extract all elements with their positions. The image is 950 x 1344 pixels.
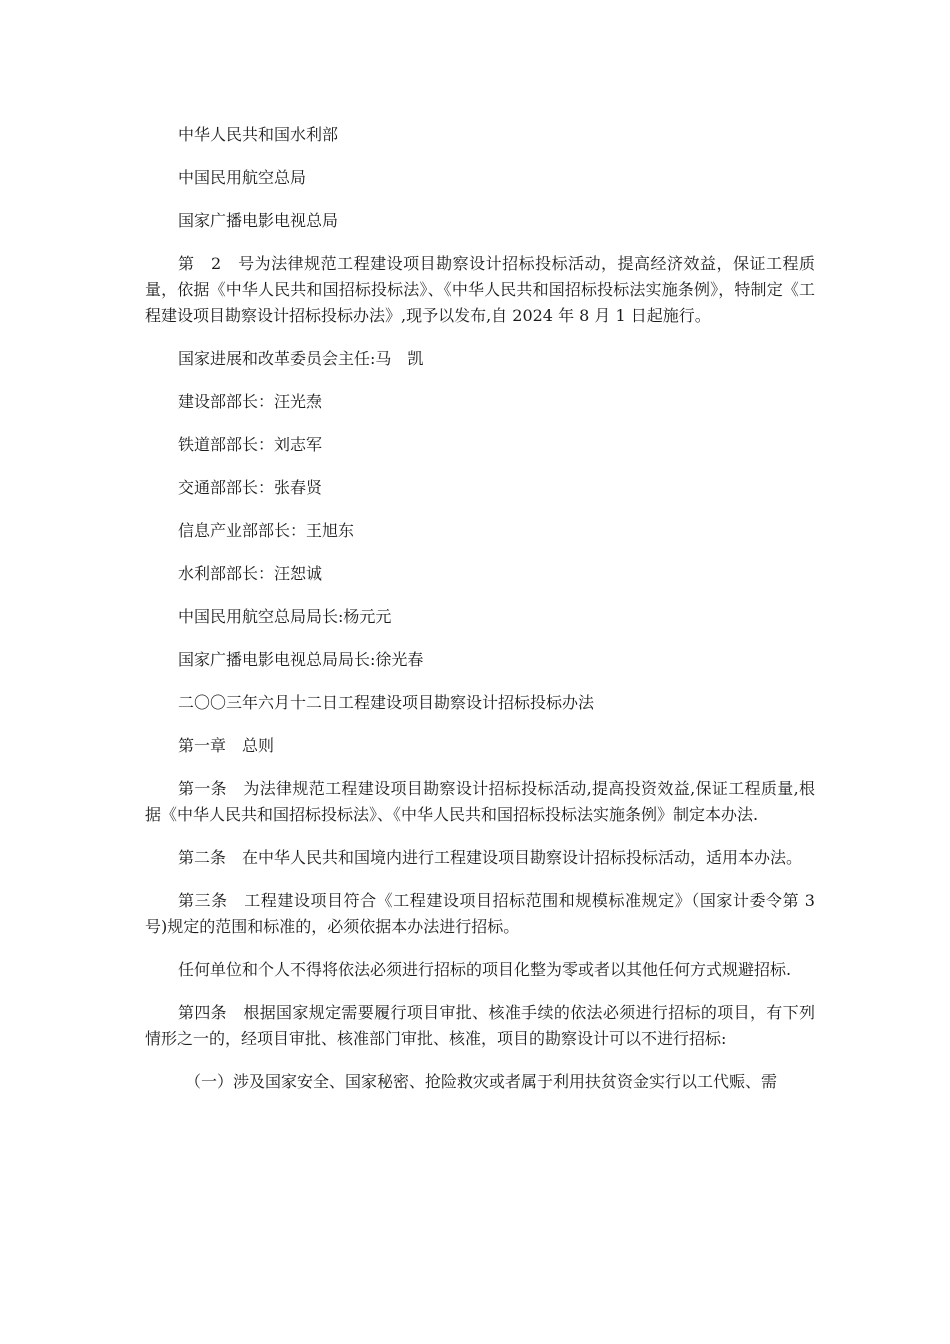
signatory-broadcasting: 国家广播电影电视总局局长:徐光春 <box>178 650 424 669</box>
article-4: 第四条 根据国家规定需要履行项目审批、核准手续的依法必须进行招标的项目，有下列情形之一的，经项目审批、核准部门审批、核准，项目的勘察设计可以不进行招标: <box>145 1003 815 1048</box>
signatory-water: 水利部部长：汪恕诚 <box>178 564 323 583</box>
signatory-transport: 交通部部长：张春贤 <box>178 478 323 497</box>
chapter-heading: 第一章 总则 <box>178 736 275 755</box>
issuer-water-ministry: 中华人民共和国水利部 <box>178 125 339 144</box>
article-4-item-1: （一）涉及国家安全、国家秘密、抢险救灾或者属于利用扶贫资金实行以工代赈、需 <box>185 1072 778 1091</box>
issuer-civil-aviation: 中国民用航空总局 <box>178 168 307 187</box>
signatory-civil-aviation: 中国民用航空总局局长:杨元元 <box>178 607 392 626</box>
signatory-construction: 建设部部长：汪光焘 <box>178 392 323 411</box>
date-and-title: 二〇〇三年六月十二日工程建设项目勘察设计招标投标办法 <box>178 693 595 712</box>
article-3-clause: 任何单位和个人不得将依法必须进行招标的项目化整为零或者以其他任何方式规避招标. <box>178 960 792 979</box>
signatory-ndrc: 国家进展和改革委员会主任:马 凯 <box>178 349 424 368</box>
signatory-railway: 铁道部部长：刘志军 <box>178 435 323 454</box>
issuer-broadcasting: 国家广播电影电视总局 <box>178 211 339 230</box>
article-1: 第一条 为法律规范工程建设项目勘察设计招标投标活动,提高投资效益,保证工程质量,根据《中华人民共和国招标投标法》、《中华人民共和国招标投标法实施条例》制定本办法. <box>145 779 815 824</box>
article-2: 第二条 在中华人民共和国境内进行工程建设项目勘察设计招标投标活动，适用本办法。 <box>178 848 803 867</box>
signatory-information-industry: 信息产业部部长：王旭东 <box>178 521 355 540</box>
decree-announcement: 第 2 号为法律规范工程建设项目勘察设计招标投标活动，提高经济效益，保证工程质量，依据《中华人民共和国招标投标法》、《中华人民共和国招标投标法实施条例》，特制定《工程建设项目勘察设计招标投标办法》,现予以发布,自 2024 年 8 月 1 日起施行。 <box>145 254 815 325</box>
document-body <box>145 122 815 1095</box>
article-3: 第三条 工程建设项目符合《工程建设项目招标范围和规模标准规定》（国家计委令第 3 号)规定的范围和标准的，必须依据本办法进行招标。 <box>145 891 815 936</box>
